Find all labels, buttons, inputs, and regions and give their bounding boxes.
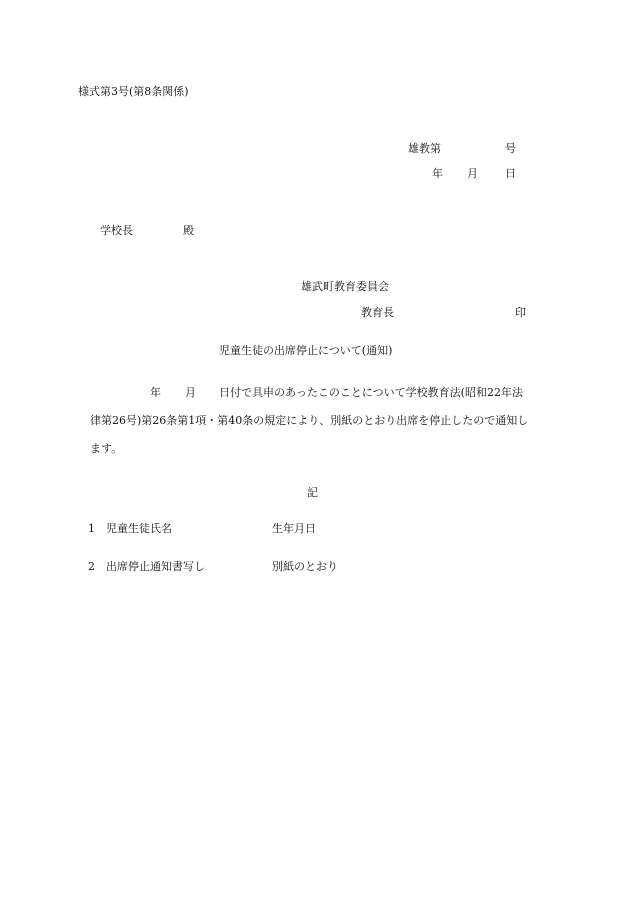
body-line3: ます。 (90, 442, 123, 455)
item-value: 別紙のとおり (272, 560, 338, 573)
ki-heading: 記 (307, 486, 318, 499)
body-month: 月 (185, 386, 196, 399)
form-label: 様式第3号(第8条関係) (78, 85, 189, 98)
item-value: 生年月日 (272, 522, 316, 535)
body-line1: 日付で具申のあったこのことについて学校教育法(昭和22年法 (219, 386, 523, 399)
sender-title: 教育長 (361, 306, 394, 319)
item-label: 出席停止通知書写し (106, 560, 205, 573)
subject-title: 児童生徒の出席停止について(通知) (219, 344, 393, 357)
doc-number-suffix: 号 (505, 142, 516, 155)
date-day: 日 (505, 167, 516, 180)
body-line2: 律第26号)第26条第1項・第40条の規定により、別紙のとおり出席を停止したので通知し (90, 414, 529, 427)
item-number: 1 (88, 522, 95, 535)
sender-organization: 雄武町教育委員会 (301, 280, 389, 293)
seal-mark: 印 (515, 306, 526, 319)
item-number: 2 (88, 560, 95, 573)
addressee-honorific: 殿 (183, 224, 194, 237)
doc-number-prefix: 雄教第 (408, 142, 441, 155)
addressee-title: 学校長 (100, 224, 133, 237)
item-label: 児童生徒氏名 (106, 522, 172, 535)
date-month: 月 (467, 167, 478, 180)
date-year: 年 (432, 167, 443, 180)
body-year: 年 (150, 386, 161, 399)
